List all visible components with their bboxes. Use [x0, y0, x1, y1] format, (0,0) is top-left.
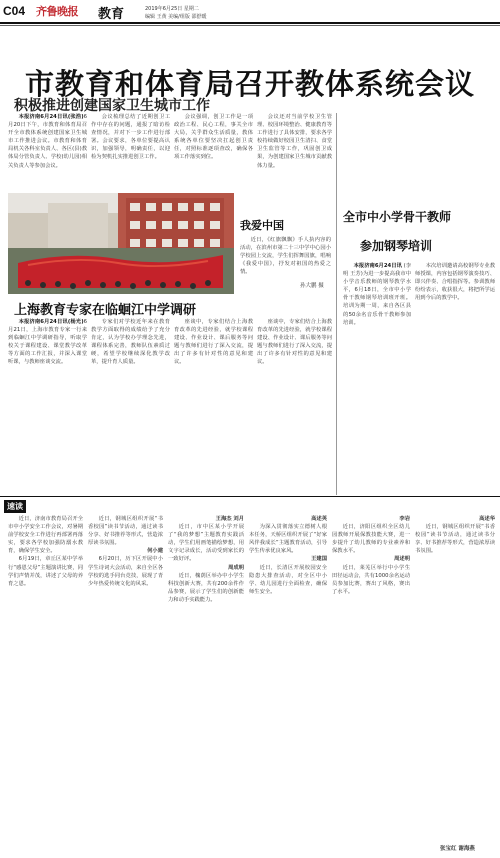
photo-caption-body: 近日，《红旗飘飘》手人执内容的活动，在滨州市第二十三中学中心园小学校园上交流，学生们挥舞国旗，唱响《我爱中国》，抒发对祖国的热爱之情。: [240, 237, 331, 276]
quick-news-author-1: 何小建: [147, 548, 163, 555]
masthead-logo: 齐鲁晚报: [36, 5, 78, 18]
quick-news-author-8: 高述华: [479, 516, 495, 522]
quick-news-column-5: 李岩 近日，济阳区组织全区幼儿园教师开展保教技能大赛，进一步提升了幼儿教师的专业素养和保教水平。 周述明 近日，莱芜区举行中小学生田径运动会，共有1000余名运动员参加比赛，赛出了风格，赛出了水平。: [332, 516, 410, 595]
editor-credits: 编辑 王黄 美编/组版 邵舒暖: [145, 14, 207, 20]
header-rule-thin: [0, 25, 500, 26]
quick-news-rule: [0, 496, 500, 497]
quick-news-label: 速读: [4, 500, 26, 513]
quick-news-column-1: 近日，济南市教育局召开全市中小学安全工作会议，对暑期前学校安全工作进行再部署再落实，要求各学校加强防溺水教育，确保学生安全。 6月19日，章丘区某中学举行“感恩父母”主题演讲比赛，同学们声情并茂，讲述了父母的养育之恩。: [8, 516, 83, 587]
quick-news-author-6: 李岩: [399, 516, 410, 522]
photo-caption-title: 我爱中国: [240, 219, 284, 232]
article3-column-1: 本报济南6月24日讯 (李明 王芳)为进一步提高我市中小学音乐教师的钢琴教学水平，6月18日，全市中小学骨干教师钢琴培训班开班。培训为期一周，来自各区县的50余名音乐骨干教师参加培训。: [343, 263, 411, 326]
quick-news-author-2: 王海杰 刘月: [215, 516, 244, 522]
photo-image: [8, 193, 234, 294]
lead-headline: 市教育和体育局召开教体系统会议: [24, 67, 475, 101]
article3-title-line1: 全市中小学骨干教师: [343, 210, 452, 224]
issue-date: 2019年6月25日 星期二: [145, 6, 199, 12]
quick-news-author-5: 王建国: [311, 556, 327, 563]
column-divider: [336, 113, 337, 495]
article3-title-line2: 参加钢琴培训: [360, 239, 433, 253]
quick-news-final-author: 张宝红 谢海燕: [440, 846, 475, 852]
page-code: C04: [3, 4, 26, 18]
article2-title: 上海教育专家在临蛔江中学调研: [14, 303, 197, 318]
article2-column-3: 座谈中，专家们结合上海教育改革的先进经验，就学校课程建设、作业设计、课后服务等问题与教师们进行了深入交流，提出了许多有针对性的意见和建议。: [174, 319, 253, 366]
quick-news-column-6: 高述华 近日，钢城区组织开展“书香校园”读书节活动，通过读书分享、好书推荐等形式，营造浓厚读书氛围。: [415, 516, 495, 555]
header-rule: [0, 22, 500, 24]
quick-news-author-3: 周成明: [228, 564, 244, 571]
photo-credit: 孙大鹏 摄: [300, 283, 324, 289]
quick-news-author-7: 周述明: [394, 556, 410, 563]
lead-column-4: 会议还对当前学校卫生管理、校园环境整治、健康教育等工作进行了具体安排，要求各学校持续做好校园卫生清扫、食堂卫生监管等工作，巩固创卫成果，为创建国家卫生城市贡献教体力量。: [257, 114, 332, 169]
quick-news-column-4: 高述英 为深入贯彻落实立德树人根本任务，天桥区组织开展了“好家风伴我成长”主题教育活动，引导学生传承优良家风。 王建国 近日，长清区开展校园安全隐患大排查活动，对全区中小学、幼儿园进行全面检查，确保师生安全。: [249, 516, 327, 595]
lead-subhead: 积极推进创建国家卫生城市工作: [14, 98, 210, 114]
article2-column-4: 座谈中，专家们结合上海教育改革的先进经验，就学校课程建设、作业设计、课后服务等问题与教师们进行了深入交流，提出了许多有针对性的意见和建议。: [257, 319, 332, 366]
article3-column-2: 本次培训邀请高校钢琴专业教师授课，内容包括钢琴演奏技巧、即兴伴奏、合唱指挥等。参训教师纷纷表示，收获很大，将把所学运用到今后的教学中。: [415, 263, 495, 302]
article2-column-2: 专家们对学校近年来在教育教学方面取得的成绩给予了充分肯定，认为学校办学理念先进，课程体系完善，教师队伍素质过硬，希望学校继续深化教学改革，提升育人质量。: [91, 319, 170, 366]
article2-column-1: 本报济南6月24日讯(杨光)6月21日，上海市教育专家一行来到临蛔江中学调研指导，听取学校关于课程建设、课堂教学改革等方面的工作汇报，并深入课堂听课，与教师座谈交流。: [8, 319, 87, 366]
school-flag-photo: [8, 193, 234, 294]
lead-column-1: 本报济南6月24日讯(张浩)6月20日下午，市教育和体育局召开全市教体系统创建国家卫生城市工作推进会议。市教育和体育局机关各科室负责人、各区(县)教体局分管负责人、学校(幼儿园)相关负责人等参加会议。: [8, 114, 87, 169]
lead-byline: 本报济南6月24日讯(张浩): [18, 114, 84, 120]
lead-column-3: 会议强调，创卫工作是一项政治工程、民心工程，事关全市大局，关乎群众生活质量，教体系统各单位要坚决扛起创卫责任，对照标准逐项查改，确保各项工作落实到位。: [174, 114, 253, 161]
quick-news-author-4: 高述英: [311, 516, 327, 522]
lead-column-2: 会议梳理总结了近期创卫工作中存在的问题，通报了暗访检查情况，并对下一步工作进行部署。会议要求，各单位要提高认识，加强领导，明确责任，以迎检为契机扎实推进创卫工作。: [91, 114, 170, 161]
section-title: 教育: [98, 7, 125, 22]
quick-news-column-2: 近日，钢城区组织开展“书香校园”读书节活动，通过读书分享、好书推荐等形式，营造浓厚读书氛围。 何小建 6月20日，历下区开展中小学生诗词大会活动，来自全区各学校的选手同台竞技，展现了青少年热爱传统文化的风采。: [88, 516, 163, 587]
quick-news-column-3: 王海杰 刘月 近日，市中区某小学开展了“我的梦想”主题教育实践活动，学生们用画笔描绘梦想，用文字记录成长，活动受到家长的一致好评。 周成明 近日，槐荫区举办中小学生科技创新大赛，共有200余件作品参赛，展示了学生们的创新能力和动手实践能力。: [168, 516, 244, 603]
page-header: [0, 0, 500, 22]
